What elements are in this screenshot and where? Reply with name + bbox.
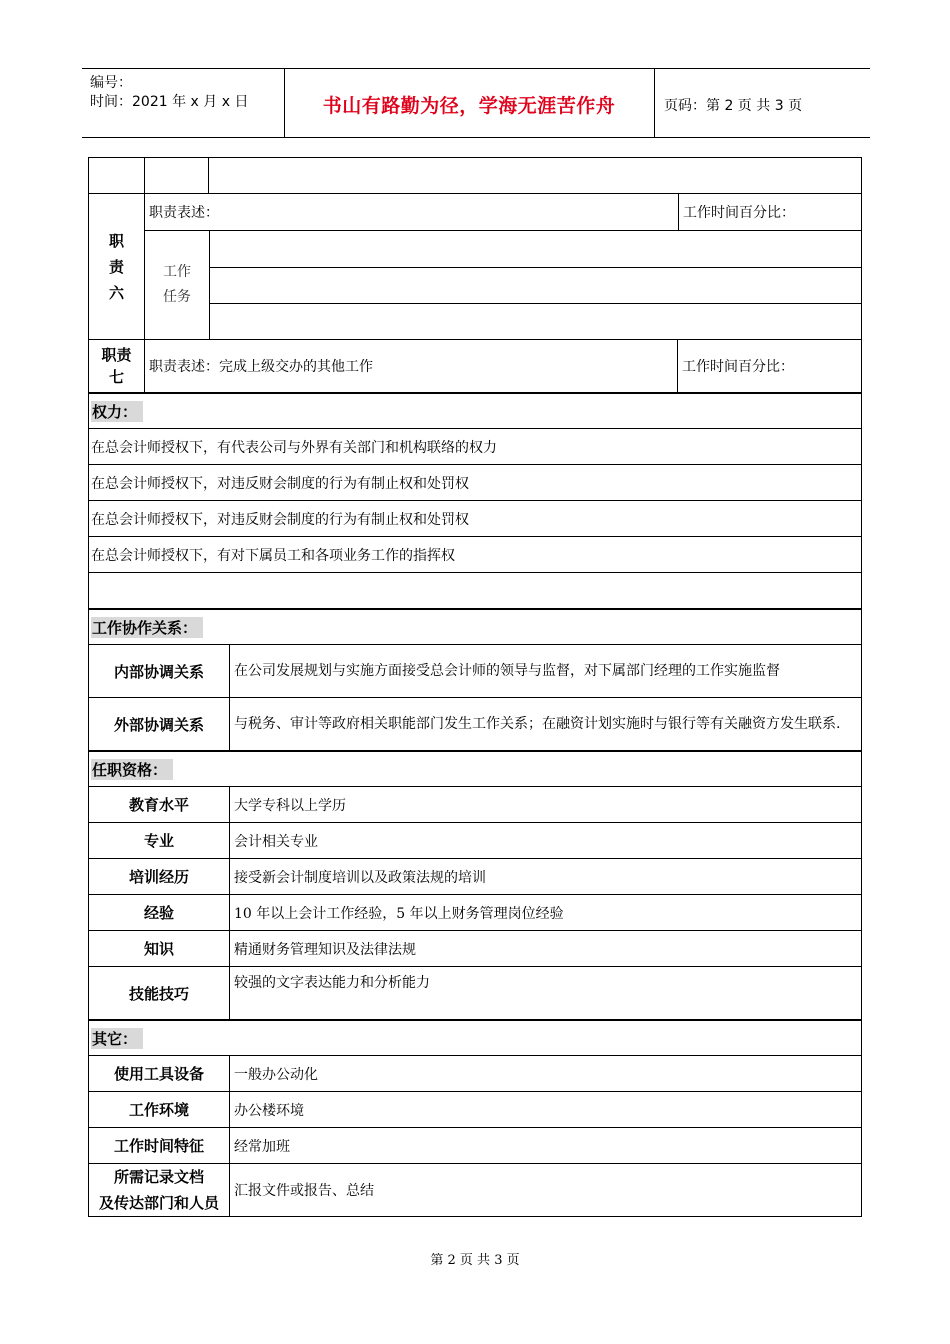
other-value: 经常加班 bbox=[229, 1128, 861, 1163]
other-value: 一般办公动化 bbox=[229, 1056, 861, 1091]
authority-item-text: 在总会计师授权下，对违反财会制度的行为有制止权和处罚权 bbox=[91, 511, 469, 528]
doc-date-label: 时间：2021 年 x 月 x 日 bbox=[90, 94, 249, 110]
qualification-label: 经验 bbox=[143, 904, 174, 922]
authority-item bbox=[88, 536, 862, 572]
header-motto-cell bbox=[284, 69, 655, 137]
duty6-task-line-2 bbox=[209, 267, 861, 304]
empty-row bbox=[88, 157, 862, 193]
qualification-label: 技能技巧 bbox=[128, 984, 189, 1003]
header-page-cell bbox=[654, 69, 870, 137]
qualification-value: 较强的文字表达能力和分析能力 bbox=[229, 967, 861, 1019]
other-label: 工作时间特征 bbox=[113, 1137, 204, 1155]
doc-number-label: 编号： bbox=[90, 75, 132, 91]
relations-title: 工作协作关系： bbox=[89, 610, 861, 644]
other-value: 汇报文件或报告、总结 bbox=[229, 1164, 861, 1216]
header-page-label: 页码：第 2 页 共 3 页 bbox=[664, 98, 803, 114]
qualification-value: 精通财务管理知识及法律法规 bbox=[229, 931, 861, 966]
authority-item-text: 在总会计师授权下，有代表公司与外界有关部门和机构联络的权力 bbox=[91, 439, 497, 456]
authority-item-text: 在总会计师授权下，对违反财会制度的行为有制止权和处罚权 bbox=[91, 475, 469, 492]
duty6-description: 职责表述： bbox=[149, 205, 219, 221]
other-row bbox=[88, 1163, 862, 1217]
duty7-label: 职责 七 bbox=[101, 346, 132, 386]
relations-label: 外部协调关系 bbox=[113, 715, 204, 734]
qualification-value: 接受新会计制度培训以及政策法规的培训 bbox=[229, 859, 861, 894]
authority-empty-row bbox=[88, 572, 862, 608]
other-title: 其它： bbox=[89, 1021, 861, 1055]
authority-title: 权力： bbox=[89, 394, 861, 428]
qualification-value: 会计相关专业 bbox=[229, 823, 861, 858]
other-label: 工作环境 bbox=[128, 1101, 189, 1119]
authority-item bbox=[88, 428, 862, 464]
qualification-row bbox=[88, 894, 862, 930]
other-value: 办公楼环境 bbox=[229, 1092, 861, 1127]
job-description-table bbox=[88, 157, 862, 1217]
authority-item bbox=[88, 464, 862, 500]
other-label: 所需记录文档 及传达部门和人员 bbox=[98, 1168, 219, 1212]
qualification-value: 10 年以上会计工作经验，5 年以上财务管理岗位经验 bbox=[229, 895, 861, 930]
duty6-tasks-label: 工作 任务 bbox=[163, 264, 191, 305]
relations-header-row bbox=[88, 608, 862, 644]
header-motto: 书山有路勤为径，学海无涯苦作舟 bbox=[322, 95, 616, 117]
relations-value: 在公司发展规划与实施方面接受总会计师的领导与监督，对下属部门经理的工作实施监督 bbox=[229, 645, 861, 697]
duty6-task-line-1 bbox=[209, 231, 861, 268]
qualification-label: 知识 bbox=[143, 940, 174, 958]
duty6-block bbox=[88, 193, 862, 339]
qualification-row bbox=[88, 822, 862, 858]
relations-value: 与税务、审计等政府相关职能部门发生工作关系；在融资计划实施时与银行等有关融资方发生联系. bbox=[229, 698, 861, 750]
relations-row bbox=[88, 697, 862, 750]
authority-item-text: 在总会计师授权下，有对下属员工和各项业务工作的指挥权 bbox=[91, 547, 455, 564]
duty6-time-percent: 工作时间百分比： bbox=[678, 194, 861, 230]
authority-header-row bbox=[88, 392, 862, 428]
qualification-row bbox=[88, 930, 862, 966]
qualification-label: 教育水平 bbox=[128, 796, 189, 814]
qualification-label: 培训经历 bbox=[128, 868, 189, 886]
relations-row bbox=[88, 644, 862, 697]
qualification-value: 大学专科以上学历 bbox=[229, 787, 861, 822]
header-info-cell bbox=[82, 69, 285, 137]
qualification-row bbox=[88, 786, 862, 822]
other-label: 使用工具设备 bbox=[113, 1065, 204, 1083]
other-header-row bbox=[88, 1019, 862, 1055]
qualifications-title: 任职资格： bbox=[89, 752, 861, 786]
relations-label: 内部协调关系 bbox=[113, 662, 204, 681]
duty7-row bbox=[88, 339, 862, 392]
other-row bbox=[88, 1091, 862, 1127]
other-row bbox=[88, 1127, 862, 1163]
duty6-label: 职 责 六 bbox=[108, 231, 124, 302]
qualification-label: 专业 bbox=[143, 832, 174, 850]
other-row bbox=[88, 1055, 862, 1091]
qualifications-header-row bbox=[88, 750, 862, 786]
qualification-row bbox=[88, 858, 862, 894]
qualification-row bbox=[88, 966, 862, 1019]
duty6-task-line-3 bbox=[209, 303, 861, 339]
duty7-description: 职责表述：完成上级交办的其他工作 bbox=[144, 340, 677, 392]
duty7-time-percent: 工作时间百分比： bbox=[677, 340, 861, 392]
page-footer: 第 2 页 共 3 页 bbox=[430, 1253, 520, 1268]
authority-item bbox=[88, 500, 862, 536]
page-header bbox=[82, 68, 870, 138]
